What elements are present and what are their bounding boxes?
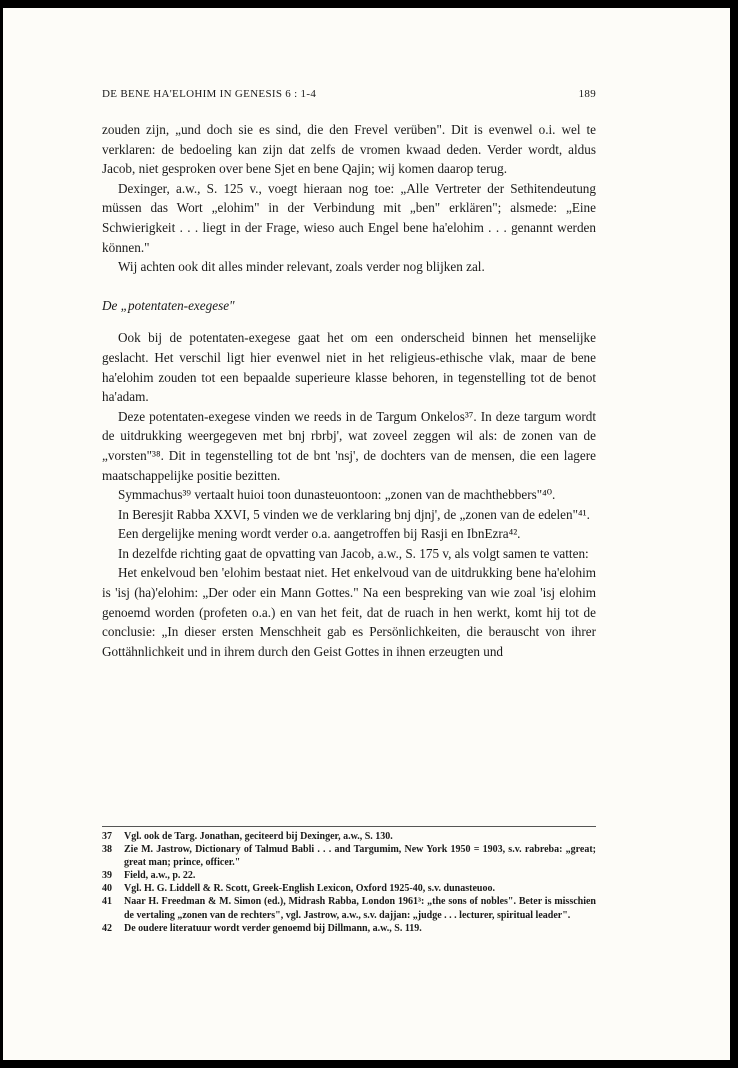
footnote-text: Zie M. Jastrow, Dictionary of Talmud Babli . . . and Targumim, New York 1950 = 1903, s.v. rabreba: „great; great man; prince, officer." <box>124 844 596 869</box>
scan-border-bottom <box>0 1060 738 1068</box>
footnote-text: Naar H. Freedman & M. Simon (ed.), Midrash Rabba, London 1961³: „the sons of nobles". Beter is misschien de vertaling „zonen van de rechters", vgl. Jastrow, a.w., s.v. dajjan: „judge . . . lecturer, spiritual leader". <box>124 896 596 921</box>
footnote-rule <box>102 826 596 827</box>
paragraph-2: Dexinger, a.w., S. 125 v., voegt hieraan nog toe: „Alle Vertreter der Sethitendeutung müssen das Wort „elohim" in der Verbindung mit „ben" erklären"; alsmede: „Eine Schwierigkeit . . . liegt in der Frage, wieso auch Engel bene ha'elohim . . . genannt werden können." <box>102 180 596 255</box>
footnote <box>102 830 596 843</box>
footnote <box>102 882 596 895</box>
paragraph-5: Deze potentaten-exegese vinden we reeds in de Targum Onkelos³⁷. In deze targum wordt de uitdrukking weergegeven met bnj rbrbj', wat zoveel zeggen wil als: de zonen van de „vorsten"³⁸. Dit in tegenstelling tot de bnt 'nsj', de dochters van de mensen, die een lagere maatschappelijke positie bezitten. <box>102 408 596 483</box>
paragraph-6: Symmachus³⁹ vertaalt huioi toon dunasteuontoon: „zonen van de machthebbers"⁴⁰. <box>118 487 556 503</box>
scan-border-right <box>730 0 738 1068</box>
paragraph-10: Het enkelvoud ben 'elohim bestaat niet. Het enkelvoud van de uitdrukking bene ha'elohim is 'isj (ha)'elohim: „Der oder ein Mann Gottes." Na een bespreking van wie zoal 'isj elohim genoemd worden (profeten o.a.) en van het feit, dat de ruach in hen werkt, komt hij tot de conclusie: „In dieser ersten Menschheit gab es Persönlichkeiten, die berauscht von ihrer Gottähnlichkeit und in ihrem durch den Geist Gottes in ihnen erzeugten und <box>102 565 596 659</box>
page-number: 189 <box>578 88 596 100</box>
paragraph-1: zouden zijn, „und doch sie es sind, die den Frevel verüben". Dit is evenwel o.i. wel te verklaren: de bedoeling kan zijn dat zelfs de vromen kwaad deden. Verder wordt, aldus Jacob, niet gesproken over bene Sjet en bene Qajin; wij komen daarop terug. <box>102 122 596 177</box>
footnote <box>102 843 596 869</box>
footnote-text: De oudere literatuur wordt verder genoemd bij Dillmann, a.w., S. 119. <box>124 922 422 934</box>
paragraph-9: In dezelfde richting gaat de opvatting van Jacob, a.w., S. 175 v, als volgt samen te vatten: <box>118 545 589 561</box>
running-head-title: DE BENE HA'ELOHIM IN GENESIS 6 : 1-4 <box>102 88 317 100</box>
footnote-number: 40 <box>102 883 112 895</box>
footnote-text: Field, a.w., p. 22. <box>124 870 196 882</box>
footnote-number: 39 <box>102 870 112 882</box>
page-body <box>102 88 596 661</box>
running-head <box>102 88 596 100</box>
footnote-number: 38 <box>102 844 112 856</box>
footnote <box>102 922 596 935</box>
paragraph-4: Ook bij de potentaten-exegese gaat het om een onderscheid binnen het menselijke geslacht. Het verschil ligt hier evenwel niet in het religieus-ethische vlak, maar de bene ha'elohim zouden tot een bepaalde superieure klasse behoren, in tegenstelling tot de benot ha'adam. <box>102 330 596 405</box>
footnote-number: 41 <box>102 896 112 908</box>
footnote <box>102 895 596 921</box>
footnotes <box>102 826 596 935</box>
footnote-number: 37 <box>102 831 112 842</box>
footnote-text: Vgl. ook de Targ. Jonathan, geciteerd bij Dexinger, a.w., S. 130. <box>124 831 393 842</box>
paragraph-3: Wij achten ook dit alles minder relevant, zoals verder nog blijken zal. <box>118 259 485 275</box>
scan-border-top <box>0 0 738 8</box>
footnote-number: 42 <box>102 922 112 934</box>
footnote <box>102 869 596 882</box>
paragraph-7: In Beresjit Rabba XXVI, 5 vinden we de verklaring bnj djnj', de „zonen van de edelen"⁴¹. <box>118 506 590 522</box>
section-heading: De „potentaten-exegese" <box>102 297 235 313</box>
footnote-text: Vgl. H. G. Liddell & R. Scott, Greek-English Lexicon, Oxford 1925-40, s.v. dunasteuoo. <box>124 883 495 895</box>
paragraph-8: Een dergelijke mening wordt verder o.a. aangetroffen bij Rasji en IbnEzra⁴². <box>118 526 521 542</box>
